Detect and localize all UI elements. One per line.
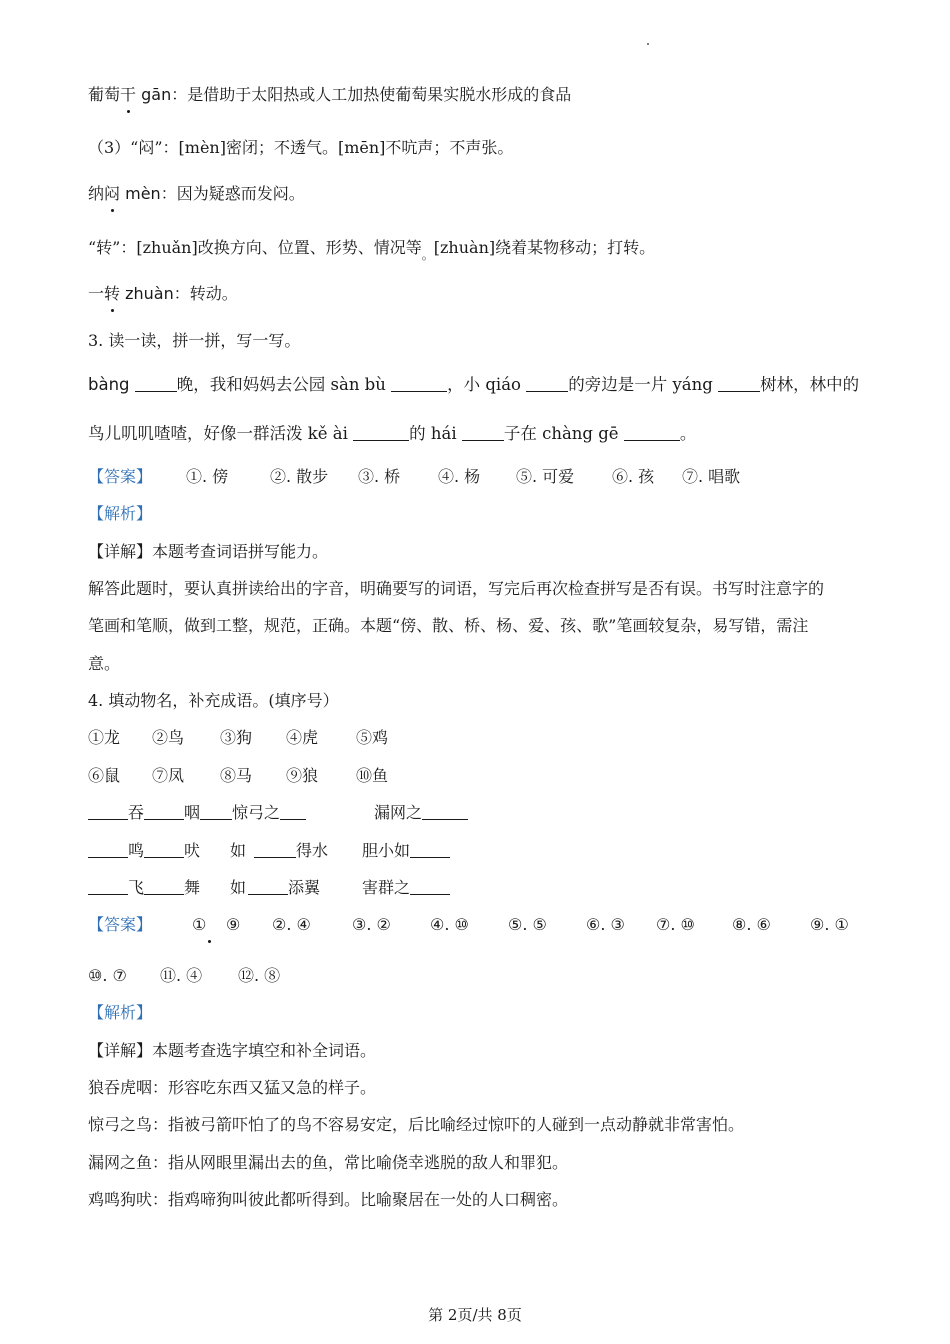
q4-blank [144,803,184,820]
q4-option: ④虎 [286,728,319,747]
q4-fill-text: 咽 [184,803,201,822]
q4-fill-text: 舞 [184,878,201,897]
q4-blank [88,878,128,895]
q3-answer-2: ②. 散步 [270,467,329,486]
q3-blank-2 [391,375,447,392]
q4-option: ⑥鼠 [88,766,121,785]
q4-fill-text: 鸣 [128,841,145,860]
q4-detail: 【详解】本题考查选字填空和补全词语。 [88,1041,377,1060]
q3-l1-p2: 晚，我和妈妈去公园 sàn bù [176,375,392,394]
zhuan-part2: [zhuàn]绕着某物移动；打转。 [433,238,656,257]
grape-definition-line [88,84,571,106]
q4-answer: ⑨ [226,915,241,934]
top-mark [647,43,649,45]
q4-analysis-label: 【解析】 [88,1003,153,1022]
q4-blank [280,803,306,820]
q4-fill-row1 [88,802,468,824]
q4-option: ②鸟 [152,728,185,747]
q3-blank-3 [526,375,568,392]
q3-answer-3: ③. 桥 [358,467,401,486]
q3-sentence-line1 [88,374,859,396]
grape-dotted-char: 干 [120,85,137,104]
q4-option: ⑨狼 [286,766,319,785]
namen-line [88,183,305,205]
q4-blank [88,841,128,858]
men-definition-line: （3）“闷”：[mèn]密闭；不透气。[mēn]不吭声；不声张。 [88,138,514,157]
q4-fill-text: 惊弓之 [232,803,281,822]
q4-blank [422,803,468,820]
q4-answer: ⑤. ⑤ [508,915,547,934]
q3-answer-5: ⑤. 可爱 [516,467,575,486]
q3-blank-1 [135,375,177,392]
q4-blank [410,878,450,895]
q3-answer-1: ①. 傍 [186,467,229,486]
q3-l1-p3: ，小 qiáo [447,375,527,394]
q3-blank-4 [718,375,760,392]
page-footer: 第 2页/共 8页 [428,1306,522,1324]
q4-explain-3: 漏网之鱼：指从网眼里漏出去的鱼，常比喻侥幸逃脱的敌人和罪犯。 [88,1153,569,1172]
q4-options-row1 [88,727,388,749]
q4-answer-line1 [88,914,849,936]
q4-answer: ③. ② [352,915,391,934]
q3-l1-p5: 树林，林中的 [760,375,860,394]
q3-l2-p1: 鸟儿叽叽喳喳，好像一群活泼 kě ài [88,424,354,443]
q3-answer-4: ④. 杨 [438,467,481,486]
q3-l2-p4: 。 [679,424,697,443]
q4-blank [144,878,184,895]
q4-answer: ②. ④ [272,915,311,934]
q4-blank [144,841,184,858]
q4-option: ⑩鱼 [356,766,389,785]
q4-answer: ⑨. ① [810,915,849,934]
q4-fill-row3 [88,877,450,899]
q4-fill-text: 吠 [184,841,201,860]
q4-answer-line2 [88,965,280,987]
q4-explain-1: 狼吞虎咽：形容吃东西又猛又急的样子。 [88,1078,377,1097]
q4-fill-text: 吞 [128,803,145,822]
q4-option: ⑦凤 [152,766,185,785]
q4-fill-text: 如 [230,878,247,897]
zhuan-part1: “转”：[zhuǎn]改换方向、位置、形势、情况等 [88,238,422,257]
q3-l2-p3: 子在 chàng gē [503,424,624,443]
q3-l1-p1: bàng [88,375,135,394]
q3-detail: 【详解】本题考查词语拼写能力。 [88,542,329,561]
q3-blank-6 [462,424,504,441]
q4-blank [88,803,128,820]
q4-blank [248,878,288,895]
q3-blank-7 [624,424,680,441]
yizhuan-word-prefix: 一 [88,284,105,303]
q4-answer-label: 【答案】 [88,915,153,934]
namen-word-prefix: 纳 [88,184,105,203]
q3-answer-6: ⑥. 孩 [612,467,655,486]
q4-blank [410,841,450,858]
q3-explain-3: 意。 [88,654,121,673]
q3-analysis-label: 【解析】 [88,504,153,523]
q4-answer: ⑧. ⑥ [732,915,771,934]
q4-title: 4. 填动物名，补充成语。(填序号） [88,691,339,710]
q4-fill-text: 得水 [296,841,329,860]
q4-answer: ⑦. ⑩ [656,915,695,934]
q3-answer-label: 【答案】 [88,467,153,486]
q3-l1-p4: 的旁边是一片 yáng [568,375,719,394]
q4-fill-text: 飞 [128,878,145,897]
q3-explain-2: 笔画和笔顺，做到工整，规范，正确。本题“傍、散、桥、杨、爱、孩、歌”笔画较复杂，易写错，需注 [88,616,809,635]
q3-sentence-line2 [88,423,696,445]
q4-option: ⑧马 [220,766,253,785]
q4-answer: ⑪. ④ [160,966,203,985]
grape-pinyin: gān： [136,85,188,104]
q4-answer: ⑥. ③ [586,915,625,934]
q4-option: ⑤鸡 [356,728,389,747]
zhuan-definition-line [88,237,655,266]
q3-explain-1: 解答此题时，要认真拼读给出的字音，明确要写的词语，写完后再次检查拼写是否有误。书写时注意字的 [88,579,825,598]
q4-fill-text: 添翼 [288,878,321,897]
yizhuan-line [88,283,238,305]
q4-fill-row2 [88,840,450,862]
q4-answer: ④. ⑩ [430,915,469,934]
q4-options-row2 [88,765,388,787]
q4-fill-text: 害群之 [362,878,411,897]
q3-answer-line [88,466,740,488]
q4-fill-text: 如 [230,841,247,860]
q4-explain-2: 惊弓之鸟：指被弓箭吓怕了的鸟不容易安定，后比喻经过惊吓的人碰到一点动静就非常害怕。 [88,1115,745,1134]
q4-fill-text: 胆小如 [362,841,411,860]
q4-fill-text: 漏网之 [374,803,423,822]
yizhuan-rest: zhuàn：转动。 [120,284,238,303]
grape-definition: 是借助于太阳热或人工加热使葡萄果实脱水形成的食品 [187,85,572,104]
q4-option: ①龙 [88,728,121,747]
q4-explain-4: 鸡鸣狗吠：指鸡啼狗叫彼此都听得到。比喻聚居在一处的人口稠密。 [88,1190,569,1209]
q3-l2-p2: 的 hái [409,424,462,443]
namen-rest: mèn：因为疑惑而发闷。 [120,184,305,203]
q3-answer-7: ⑦. 唱歌 [682,467,741,486]
q4-answer: ⑫. ⑧ [238,966,281,985]
q3-title: 3. 读一读，拼一拼，写一写。 [88,331,301,350]
q4-blank [200,803,232,820]
yizhuan-dotted-char: 转 [104,284,121,303]
q4-blank [254,841,296,858]
namen-dotted-char: 闷 [104,184,121,203]
q4-answer: ⑩. ⑦ [88,966,127,985]
q3-blank-5 [353,424,409,441]
grape-word-prefix: 葡萄 [88,85,121,104]
q4-option: ③狗 [220,728,253,747]
zhuan-dot: 。 [421,248,434,262]
q4-answer: ① [192,914,226,936]
